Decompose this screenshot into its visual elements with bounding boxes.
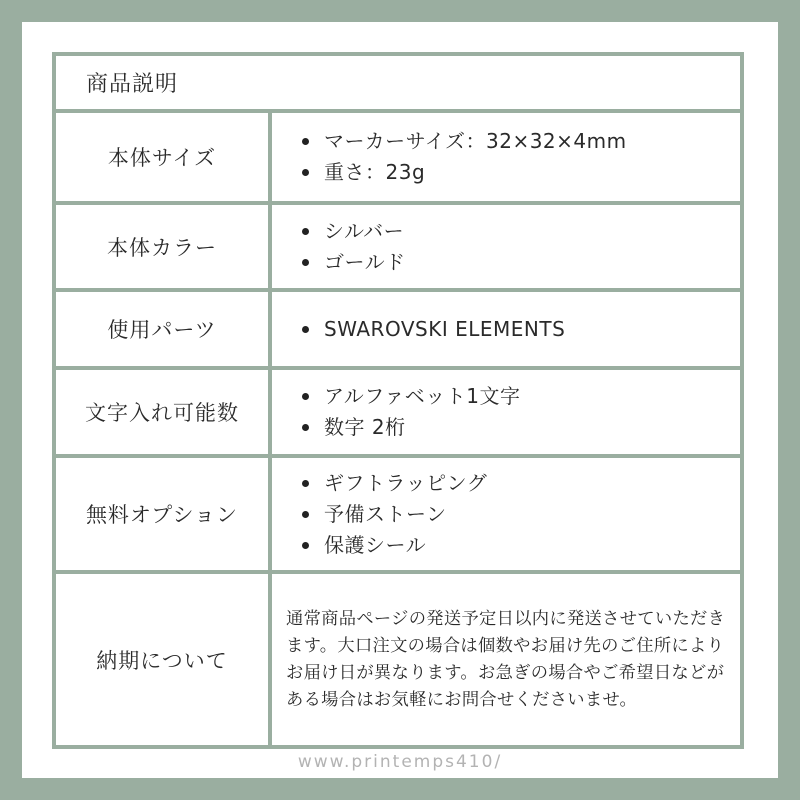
table-title-cell <box>56 56 740 109</box>
list-item: アルファベット1文字 <box>302 381 521 412</box>
list-item: 保護シール <box>302 530 487 561</box>
list-item: 数字 2桁 <box>302 412 521 443</box>
bullet-list <box>302 216 406 278</box>
row-label: 文字入れ可能数 <box>85 401 239 425</box>
bullet-list <box>302 381 521 443</box>
list-item: ゴールド <box>302 247 406 278</box>
list-item: 重さ：23g <box>302 157 627 188</box>
bullet-list <box>302 314 565 345</box>
row-value-parts <box>272 292 740 366</box>
row-value-color <box>272 205 740 288</box>
list-item: シルバー <box>302 216 406 247</box>
row-label-engraving <box>56 370 268 454</box>
row-label: 本体カラー <box>107 235 217 260</box>
row-label-options <box>56 458 268 570</box>
row-label-parts <box>56 292 268 366</box>
delivery-note: 通常商品ページの発送予定日以内に発送させていただきます。大口注文の場合は個数やお届け先のご住所によりお届け日が異なります。お急ぎの場合やご希望日などがある場合はお気軽にお問合せくださいませ。 <box>286 608 726 710</box>
bullet-list <box>302 126 627 188</box>
row-label-delivery <box>56 574 268 745</box>
list-item: マーカーサイズ：32×32×4mm <box>302 126 627 157</box>
row-value-size <box>272 113 740 201</box>
list-item: ギフトラッピング <box>302 468 487 499</box>
list-item: 予備ストーン <box>302 499 487 530</box>
table-title: 商品説明 <box>86 72 179 97</box>
bullet-list <box>302 468 487 561</box>
footer-url: www.printemps410/ <box>297 752 503 772</box>
row-label-size <box>56 113 268 201</box>
row-label: 納期について <box>96 648 228 673</box>
row-label: 使用パーツ <box>107 318 217 342</box>
row-value-options <box>272 458 740 570</box>
list-item: SWAROVSKI ELEMENTS <box>302 314 565 345</box>
row-label: 無料オプション <box>85 503 239 527</box>
product-description-card <box>22 22 778 778</box>
row-label: 本体サイズ <box>107 146 217 170</box>
description-table <box>52 52 744 749</box>
row-value-engraving <box>272 370 740 454</box>
row-value-delivery <box>272 574 740 745</box>
row-label-color <box>56 205 268 288</box>
